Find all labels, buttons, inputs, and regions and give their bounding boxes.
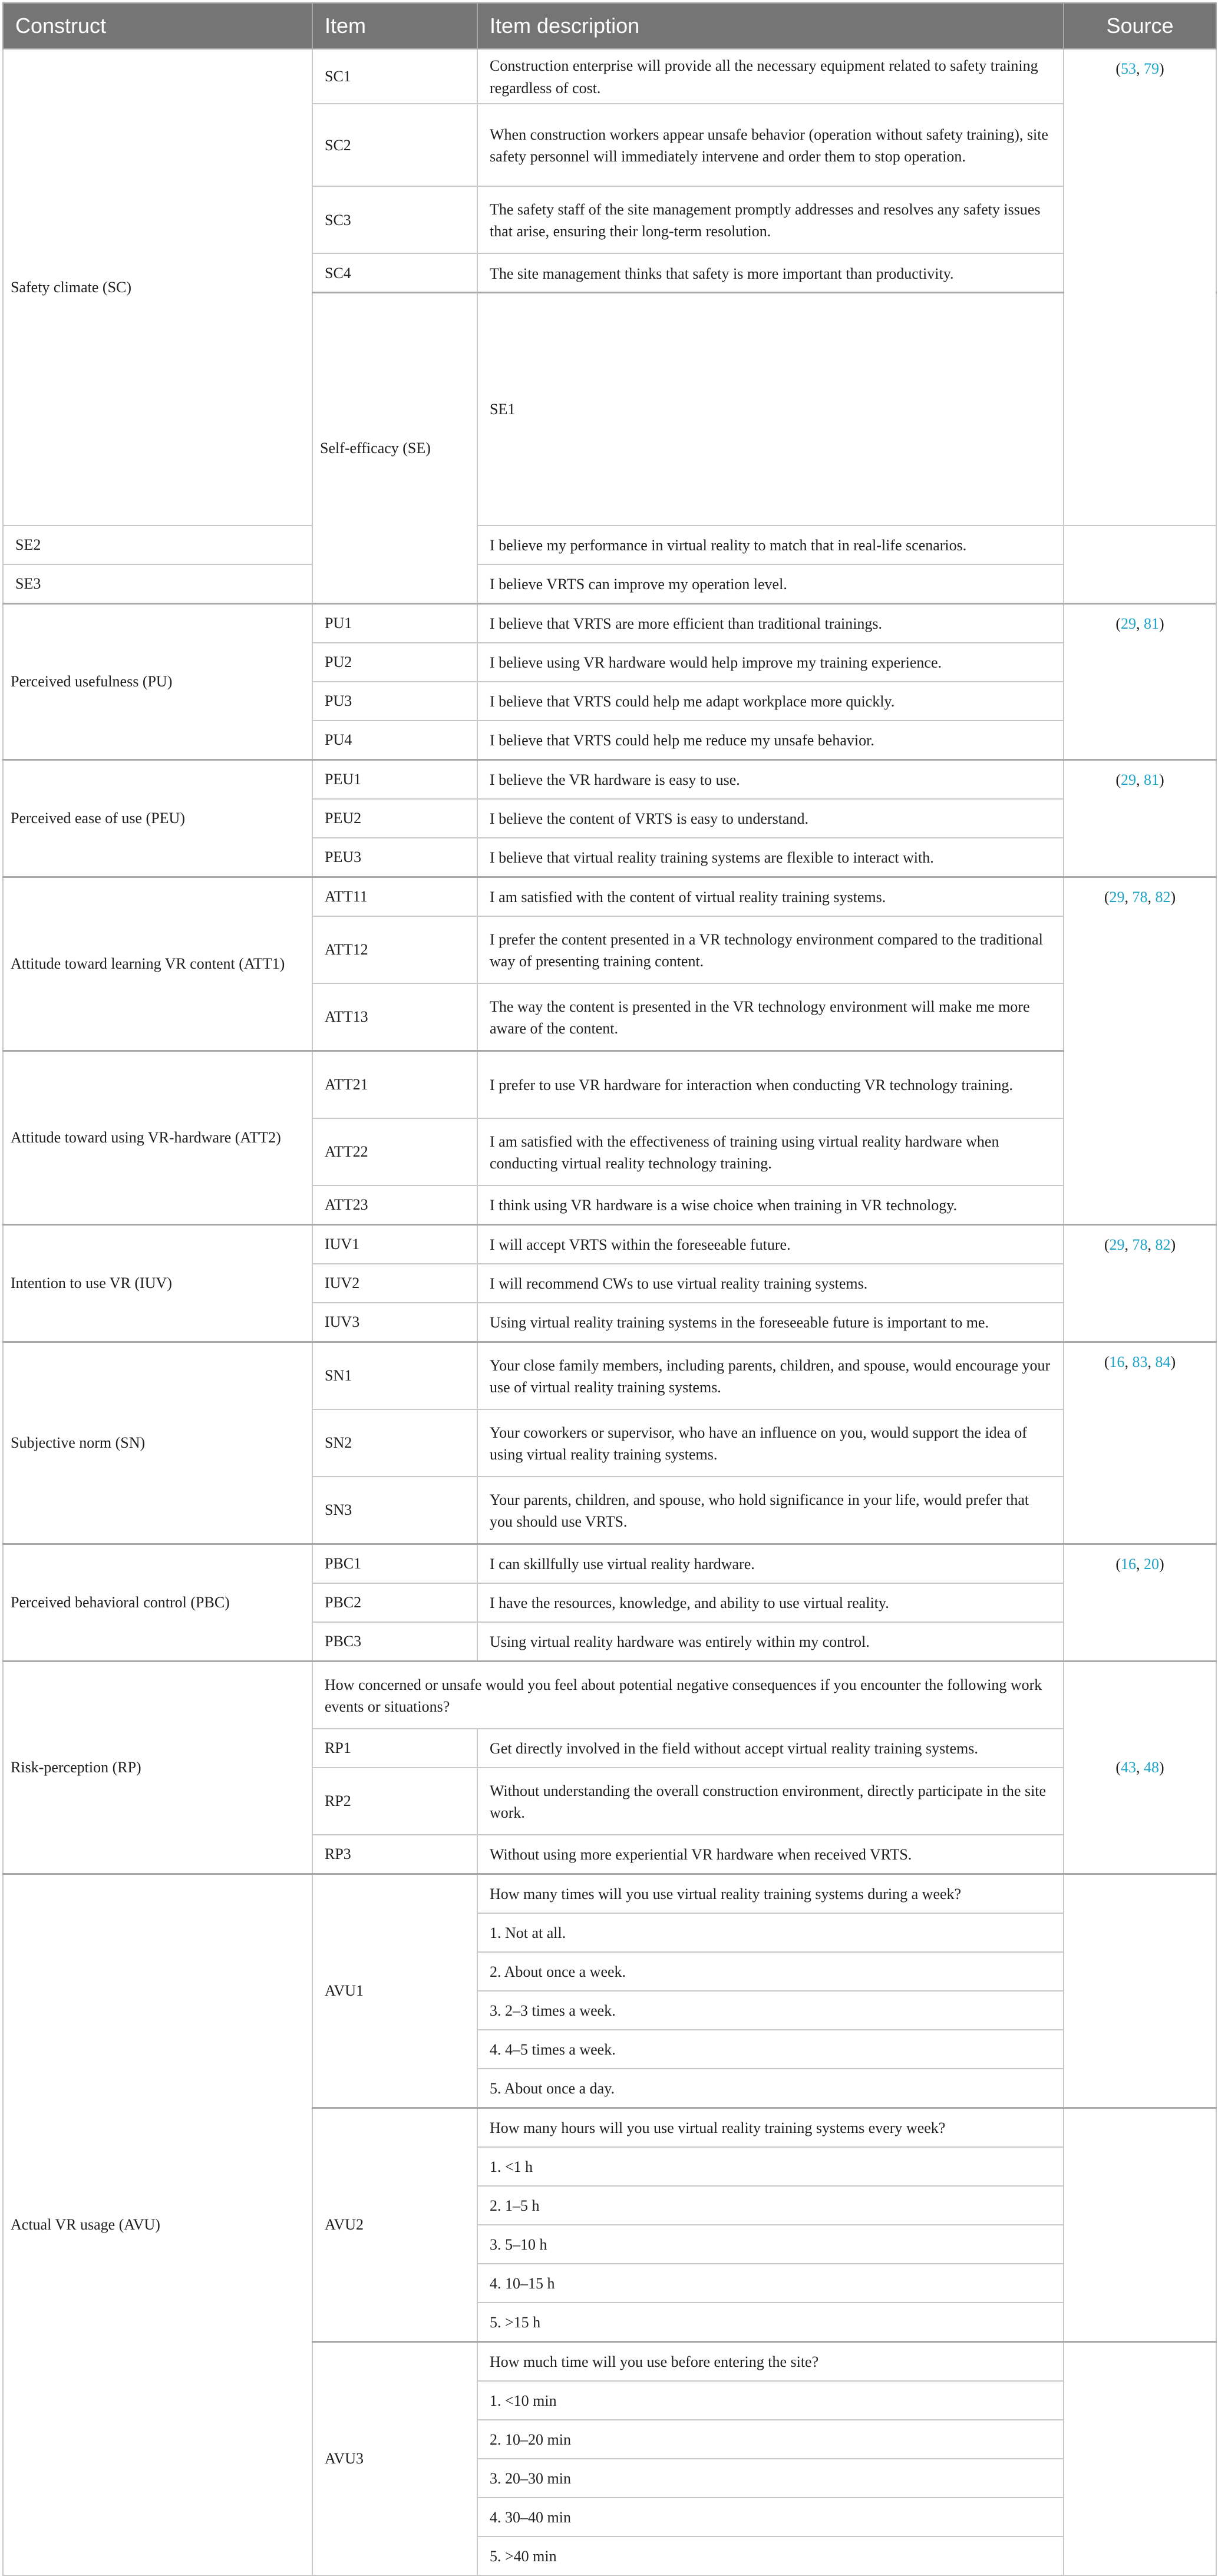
avu-option: 3. 5–10 h: [477, 2225, 1064, 2264]
table-row: [3, 1051, 1216, 1119]
item-code: PBC3: [312, 1622, 477, 1662]
source-cell-rp: (43, 48): [1064, 1662, 1216, 1874]
avu-option: 5. About once a day.: [477, 2069, 1064, 2108]
item-description: I believe my performance in virtual reality to match that in real-life scenarios.: [477, 526, 1064, 564]
reference-link[interactable]: 84: [1155, 1353, 1171, 1371]
avu-option: 3. 2–3 times a week.: [477, 1991, 1064, 2030]
source-cell-peu: (29, 81): [1064, 760, 1216, 877]
table-row: [3, 49, 1216, 104]
item-code: RP1: [312, 1729, 477, 1768]
header-row: [3, 3, 1216, 49]
item-description: The site management thinks that safety is more important than productivity.: [477, 253, 1064, 293]
avu-question: How many hours will you use virtual reality training systems every week?: [477, 2108, 1064, 2148]
item-code: PBC2: [312, 1583, 477, 1622]
reference-link[interactable]: 82: [1155, 1236, 1171, 1254]
item-code: SE2: [3, 526, 312, 564]
item-code: PEU2: [312, 799, 477, 838]
item-description: Without using more experiential VR hardware when received VRTS.: [477, 1835, 1064, 1874]
reference-link[interactable]: 81: [1144, 771, 1159, 789]
item-description: I believe that VRTS could help me reduce my unsafe behavior.: [477, 721, 1064, 760]
item-description: I prefer to use VR hardware for interaction when conducting VR technology training.: [477, 1051, 1064, 1119]
item-description: Using virtual reality hardware was entirely within my control.: [477, 1622, 1064, 1662]
source-cell-iuv: (29, 78, 82): [1064, 1225, 1216, 1342]
reference-link[interactable]: 82: [1155, 889, 1171, 906]
rp-intro: How concerned or unsafe would you feel about potential negative consequences if you encounter the following work events or situations?: [312, 1662, 1064, 1729]
reference-link[interactable]: 48: [1144, 1759, 1159, 1776]
reference-link[interactable]: 43: [1121, 1759, 1136, 1776]
item-code: ATT12: [312, 916, 477, 983]
construct-cell-peu: Perceived ease of use (PEU): [3, 760, 312, 877]
avu-option: 1. <10 min: [477, 2381, 1064, 2420]
construct-cell-att2: Attitude toward using VR-hardware (ATT2): [3, 1051, 312, 1225]
table-row: [3, 564, 1216, 604]
table-row: [3, 1342, 1216, 1410]
source-cell-sn: (16, 83, 84): [1064, 1342, 1216, 1544]
avu-option: 3. 20–30 min: [477, 2459, 1064, 2498]
item-code: RP3: [312, 1835, 477, 1874]
item-code: AVU1: [312, 1874, 477, 2108]
item-description: Construction enterprise will provide all the necessary equipment related to safety training regardless of cost.: [477, 49, 1064, 104]
item-code: IUV3: [312, 1303, 477, 1342]
reference-link[interactable]: 81: [1144, 615, 1159, 633]
item-description: The safety staff of the site management promptly addresses and resolves any safety issues that arise, ensuring their long-term resolution.: [477, 186, 1064, 253]
item-code: ATT11: [312, 877, 477, 917]
reference-link[interactable]: 83: [1132, 1353, 1148, 1371]
item-code: PU2: [312, 643, 477, 682]
reference-link[interactable]: 29: [1121, 615, 1136, 633]
table-row: [3, 1225, 1216, 1264]
source-cell-pbc: (16, 20): [1064, 1544, 1216, 1662]
item-description: Without understanding the overall construction environment, directly participate in the site work.: [477, 1768, 1064, 1835]
reference-link[interactable]: 29: [1109, 889, 1125, 906]
table-row: [3, 760, 1216, 800]
item-code: RP2: [312, 1768, 477, 1835]
item-code: SN1: [312, 1342, 477, 1410]
construct-cell-avu: Actual VR usage (AVU): [3, 1874, 312, 2576]
reference-link[interactable]: 79: [1144, 60, 1159, 77]
item-description: I believe the VR hardware is easy to use.: [477, 760, 1064, 800]
item-code: SE3: [3, 564, 312, 604]
avu-question: How many times will you use virtual reality training systems during a week?: [477, 1874, 1064, 1914]
avu-option: 4. 4–5 times a week.: [477, 2030, 1064, 2069]
construct-cell-se: Self-efficacy (SE): [312, 293, 477, 604]
header-source: Source: [1064, 3, 1216, 49]
item-code: PU4: [312, 721, 477, 760]
item-code: IUV2: [312, 1264, 477, 1303]
item-code: SC4: [312, 253, 477, 293]
source-cell-avu2: [1064, 2108, 1216, 2342]
item-code: SC3: [312, 186, 477, 253]
item-description: The way the content is presented in the VR technology environment will make me more aware of the content.: [477, 983, 1064, 1051]
reference-link[interactable]: 78: [1132, 889, 1148, 906]
construct-cell-pu: Perceived usefulness (PU): [3, 604, 312, 760]
avu-option: 4. 30–40 min: [477, 2498, 1064, 2537]
item-code: SC2: [312, 104, 477, 186]
construct-cell-sn: Subjective norm (SN): [3, 1342, 312, 1544]
table-row: [3, 1874, 1216, 1914]
item-description: I will accept VRTS within the foreseeable future.: [477, 1225, 1064, 1264]
item-description: I believe that VRTS are more efficient than traditional trainings.: [477, 604, 1064, 643]
item-code: SN2: [312, 1409, 477, 1477]
reference-link[interactable]: 29: [1121, 771, 1136, 789]
item-description: Using virtual reality training systems in the foreseeable future is important to me.: [477, 1303, 1064, 1342]
avu-option: 5. >40 min: [477, 2537, 1064, 2575]
source-cell-avu1: [1064, 1874, 1216, 2108]
reference-link[interactable]: 53: [1121, 60, 1136, 77]
constructs-table: [2, 2, 1217, 2576]
item-description: I have the resources, knowledge, and ability to use virtual reality.: [477, 1583, 1064, 1622]
avu-option: 2. 1–5 h: [477, 2186, 1064, 2225]
item-code: AVU2: [312, 2108, 477, 2342]
source-cell-sc: (53, 79): [1064, 49, 1216, 526]
item-description: I believe the content of VRTS is easy to understand.: [477, 799, 1064, 838]
avu-option: 5. >15 h: [477, 2303, 1064, 2342]
item-code: IUV1: [312, 1225, 477, 1264]
table-row: [3, 604, 1216, 643]
item-description: Your coworkers or supervisor, who have an influence on you, would support the idea of using virtual reality training systems.: [477, 1409, 1064, 1477]
item-description: I believe that VRTS could help me adapt workplace more quickly.: [477, 682, 1064, 721]
source-cell-avu3: [1064, 2342, 1216, 2576]
item-code: SN3: [312, 1477, 477, 1544]
construct-cell-att1: Attitude toward learning VR content (ATT1): [3, 877, 312, 1051]
item-code: PU3: [312, 682, 477, 721]
item-description: I will recommend CWs to use virtual reality training systems.: [477, 1264, 1064, 1303]
avu-option: 2. 10–20 min: [477, 2420, 1064, 2459]
item-code: ATT21: [312, 1051, 477, 1119]
reference-link[interactable]: 16: [1121, 1555, 1136, 1573]
item-code: ATT22: [312, 1118, 477, 1185]
reference-link[interactable]: 78: [1132, 1236, 1148, 1254]
avu-question: How much time will you use before entering the site?: [477, 2342, 1064, 2382]
construct-cell-iuv: Intention to use VR (IUV): [3, 1225, 312, 1342]
avu-option: 1. Not at all.: [477, 1913, 1064, 1952]
item-code: PEU3: [312, 838, 477, 877]
item-code: SC1: [312, 49, 477, 104]
item-description: I think using VR hardware is a wise choice when training in VR technology.: [477, 1185, 1064, 1225]
item-description: I am satisfied with the content of virtual reality training systems.: [477, 877, 1064, 917]
item-description: Get directly involved in the field without accept virtual reality training systems.: [477, 1729, 1064, 1768]
item-description: I believe VRTS can improve my operation level.: [477, 564, 1064, 604]
item-code: PEU1: [312, 760, 477, 800]
item-description: I believe using VR hardware would help improve my training experience.: [477, 643, 1064, 682]
item-description: When construction workers appear unsafe behavior (operation without safety training), site safety personnel will immediately intervene and order them to stop operation.: [477, 104, 1064, 186]
item-description: I prefer the content presented in a VR technology environment compared to the traditional way of presenting training content.: [477, 916, 1064, 983]
header-description: Item description: [477, 3, 1064, 49]
item-code: SE1: [477, 293, 1064, 526]
avu-option: 2. About once a week.: [477, 1952, 1064, 1991]
avu-option: 1. <1 h: [477, 2147, 1064, 2186]
item-code: PU1: [312, 604, 477, 643]
header-item: Item: [312, 3, 477, 49]
item-description: I am satisfied with the effectiveness of training using virtual reality hardware when conducting virtual reality technology training.: [477, 1118, 1064, 1185]
table-row: [3, 526, 1216, 564]
reference-link[interactable]: 20: [1144, 1555, 1159, 1573]
item-description: Your parents, children, and spouse, who hold significance in your life, would prefer that you should use VRTS.: [477, 1477, 1064, 1544]
reference-link[interactable]: 29: [1109, 1236, 1125, 1254]
header-construct: Construct: [3, 3, 312, 49]
item-code: ATT23: [312, 1185, 477, 1225]
item-code: ATT13: [312, 983, 477, 1051]
table-row: [3, 1662, 1216, 1729]
table-row: [3, 877, 1216, 917]
construct-cell-rp: Risk-perception (RP): [3, 1662, 312, 1874]
item-code: AVU3: [312, 2342, 477, 2576]
source-cell-pu: (29, 81): [1064, 604, 1216, 760]
construct-cell-sc: Safety climate (SC): [3, 49, 312, 526]
source-cell-att: (29, 78, 82): [1064, 877, 1216, 1225]
construct-cell-pbc: Perceived behavioral control (PBC): [3, 1544, 312, 1662]
item-description: I believe that virtual reality training systems are flexible to interact with.: [477, 838, 1064, 877]
item-code: PBC1: [312, 1544, 477, 1584]
reference-link[interactable]: 16: [1109, 1353, 1125, 1371]
avu-option: 4. 10–15 h: [477, 2264, 1064, 2303]
item-description: Your close family members, including parents, children, and spouse, would encourage your use of virtual reality training systems.: [477, 1342, 1064, 1410]
item-description: I can skillfully use virtual reality hardware.: [477, 1544, 1064, 1584]
table-row: [3, 1544, 1216, 1584]
